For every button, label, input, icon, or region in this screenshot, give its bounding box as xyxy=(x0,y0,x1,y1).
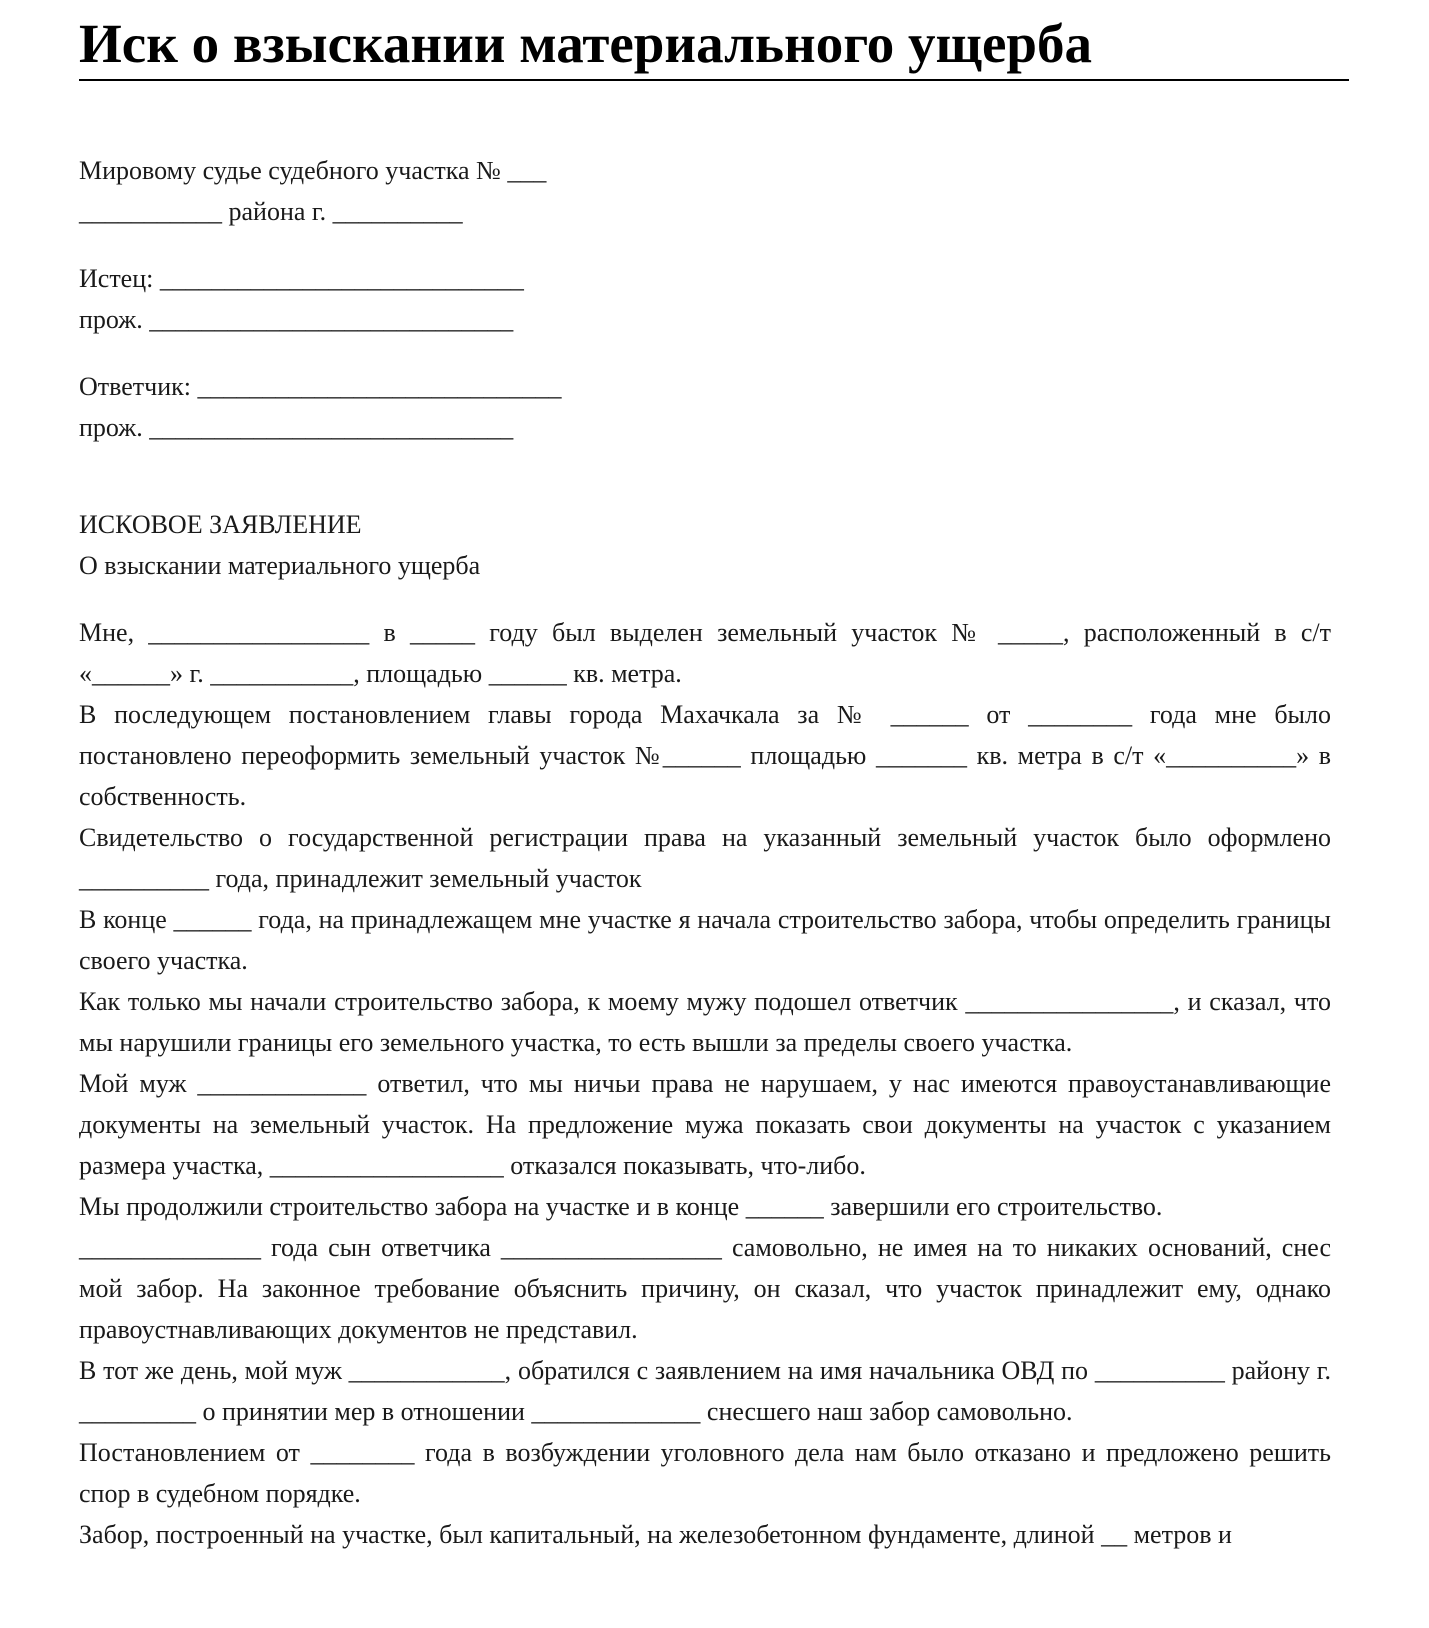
defendant-address-line: прож. ____________________________ xyxy=(79,413,514,442)
addressee-block xyxy=(79,150,1349,232)
plaintiff-block xyxy=(79,258,1349,340)
plaintiff-address-line: прож. ____________________________ xyxy=(79,305,514,334)
defendant-line: Ответчик: ____________________________ xyxy=(79,372,562,401)
title-underline xyxy=(79,79,1349,81)
paragraph: Мой муж _____________ ответил, что мы ничьи права не нарушаем, у нас имеются правоустанавливающие документы на земельный участок. На предложение мужа показать свои документы на участок с указанием размера участка, __________________ отказался показывать, что-либо. xyxy=(79,1069,1331,1180)
claim-heading: ИСКОВОЕ ЗАЯВЛЕНИЕ xyxy=(79,510,362,539)
paragraph: В последующем постановлением главы города Махачкала за № ______ от ________ года мне было постановлено переоформить земельный участок №______ площадью _______ кв. метра в с/т «__________» в собственность. xyxy=(79,700,1331,811)
defendant-block xyxy=(79,366,1349,448)
claim-body xyxy=(79,612,1349,1555)
plaintiff-line: Истец: ____________________________ xyxy=(79,264,524,293)
claim-heading-block xyxy=(79,504,1349,586)
addressee-line-2: ___________ района г. __________ xyxy=(79,197,463,226)
paragraph: ______________ года сын ответчика _________________ самовольно, не имея на то никаких оснований, снес мой забор. На законное требование объяснить причину, он сказал, что участок принадлежит ему, однако правоустнавливающих документов не представил. xyxy=(79,1233,1331,1344)
paragraph: В тот же день, мой муж ____________, обратился с заявлением на имя начальника ОВД по __________ району г. _________ о принятии мер в отношении _____________ снесшего наш забор самовольно. xyxy=(79,1356,1331,1426)
paragraph: Мне, _________________ в _____ году был выделен земельный участок № _____, расположенный в с/т «______» г. ___________, площадью ______ кв. метра. xyxy=(79,618,1331,688)
document-page xyxy=(79,0,1349,1555)
paragraph: Забор, построенный на участке, был капитальный, на железобетонном фундаменте, длиной __ метров и xyxy=(79,1520,1232,1549)
paragraph: В конце ______ года, на принадлежащем мне участке я начала строительство забора, чтобы определить границы своего участка. xyxy=(79,905,1331,975)
paragraph: Мы продолжили строительство забора на участке и в конце ______ завершили его строительство. xyxy=(79,1192,1163,1221)
paragraph: Как только мы начали строительство забора, к моему мужу подошел ответчик ________________, и сказал, что мы нарушили границы его земельного участка, то есть вышли за пределы своего участка. xyxy=(79,987,1331,1057)
document-title: Иск о взыскании материального ущерба xyxy=(79,13,1092,74)
paragraph: Постановлением от ________ года в возбуждении уголовного дела нам было отказано и предложено решить спор в судебном порядке. xyxy=(79,1438,1331,1508)
claim-subheading: О взыскании материального ущерба xyxy=(79,551,481,580)
paragraph: Свидетельство о государственной регистрации права на указанный земельный участок было оформлено __________ года, принадлежит земельный участок xyxy=(79,823,1331,893)
addressee-line-1: Мировому судье судебного участка № ___ xyxy=(79,156,547,185)
